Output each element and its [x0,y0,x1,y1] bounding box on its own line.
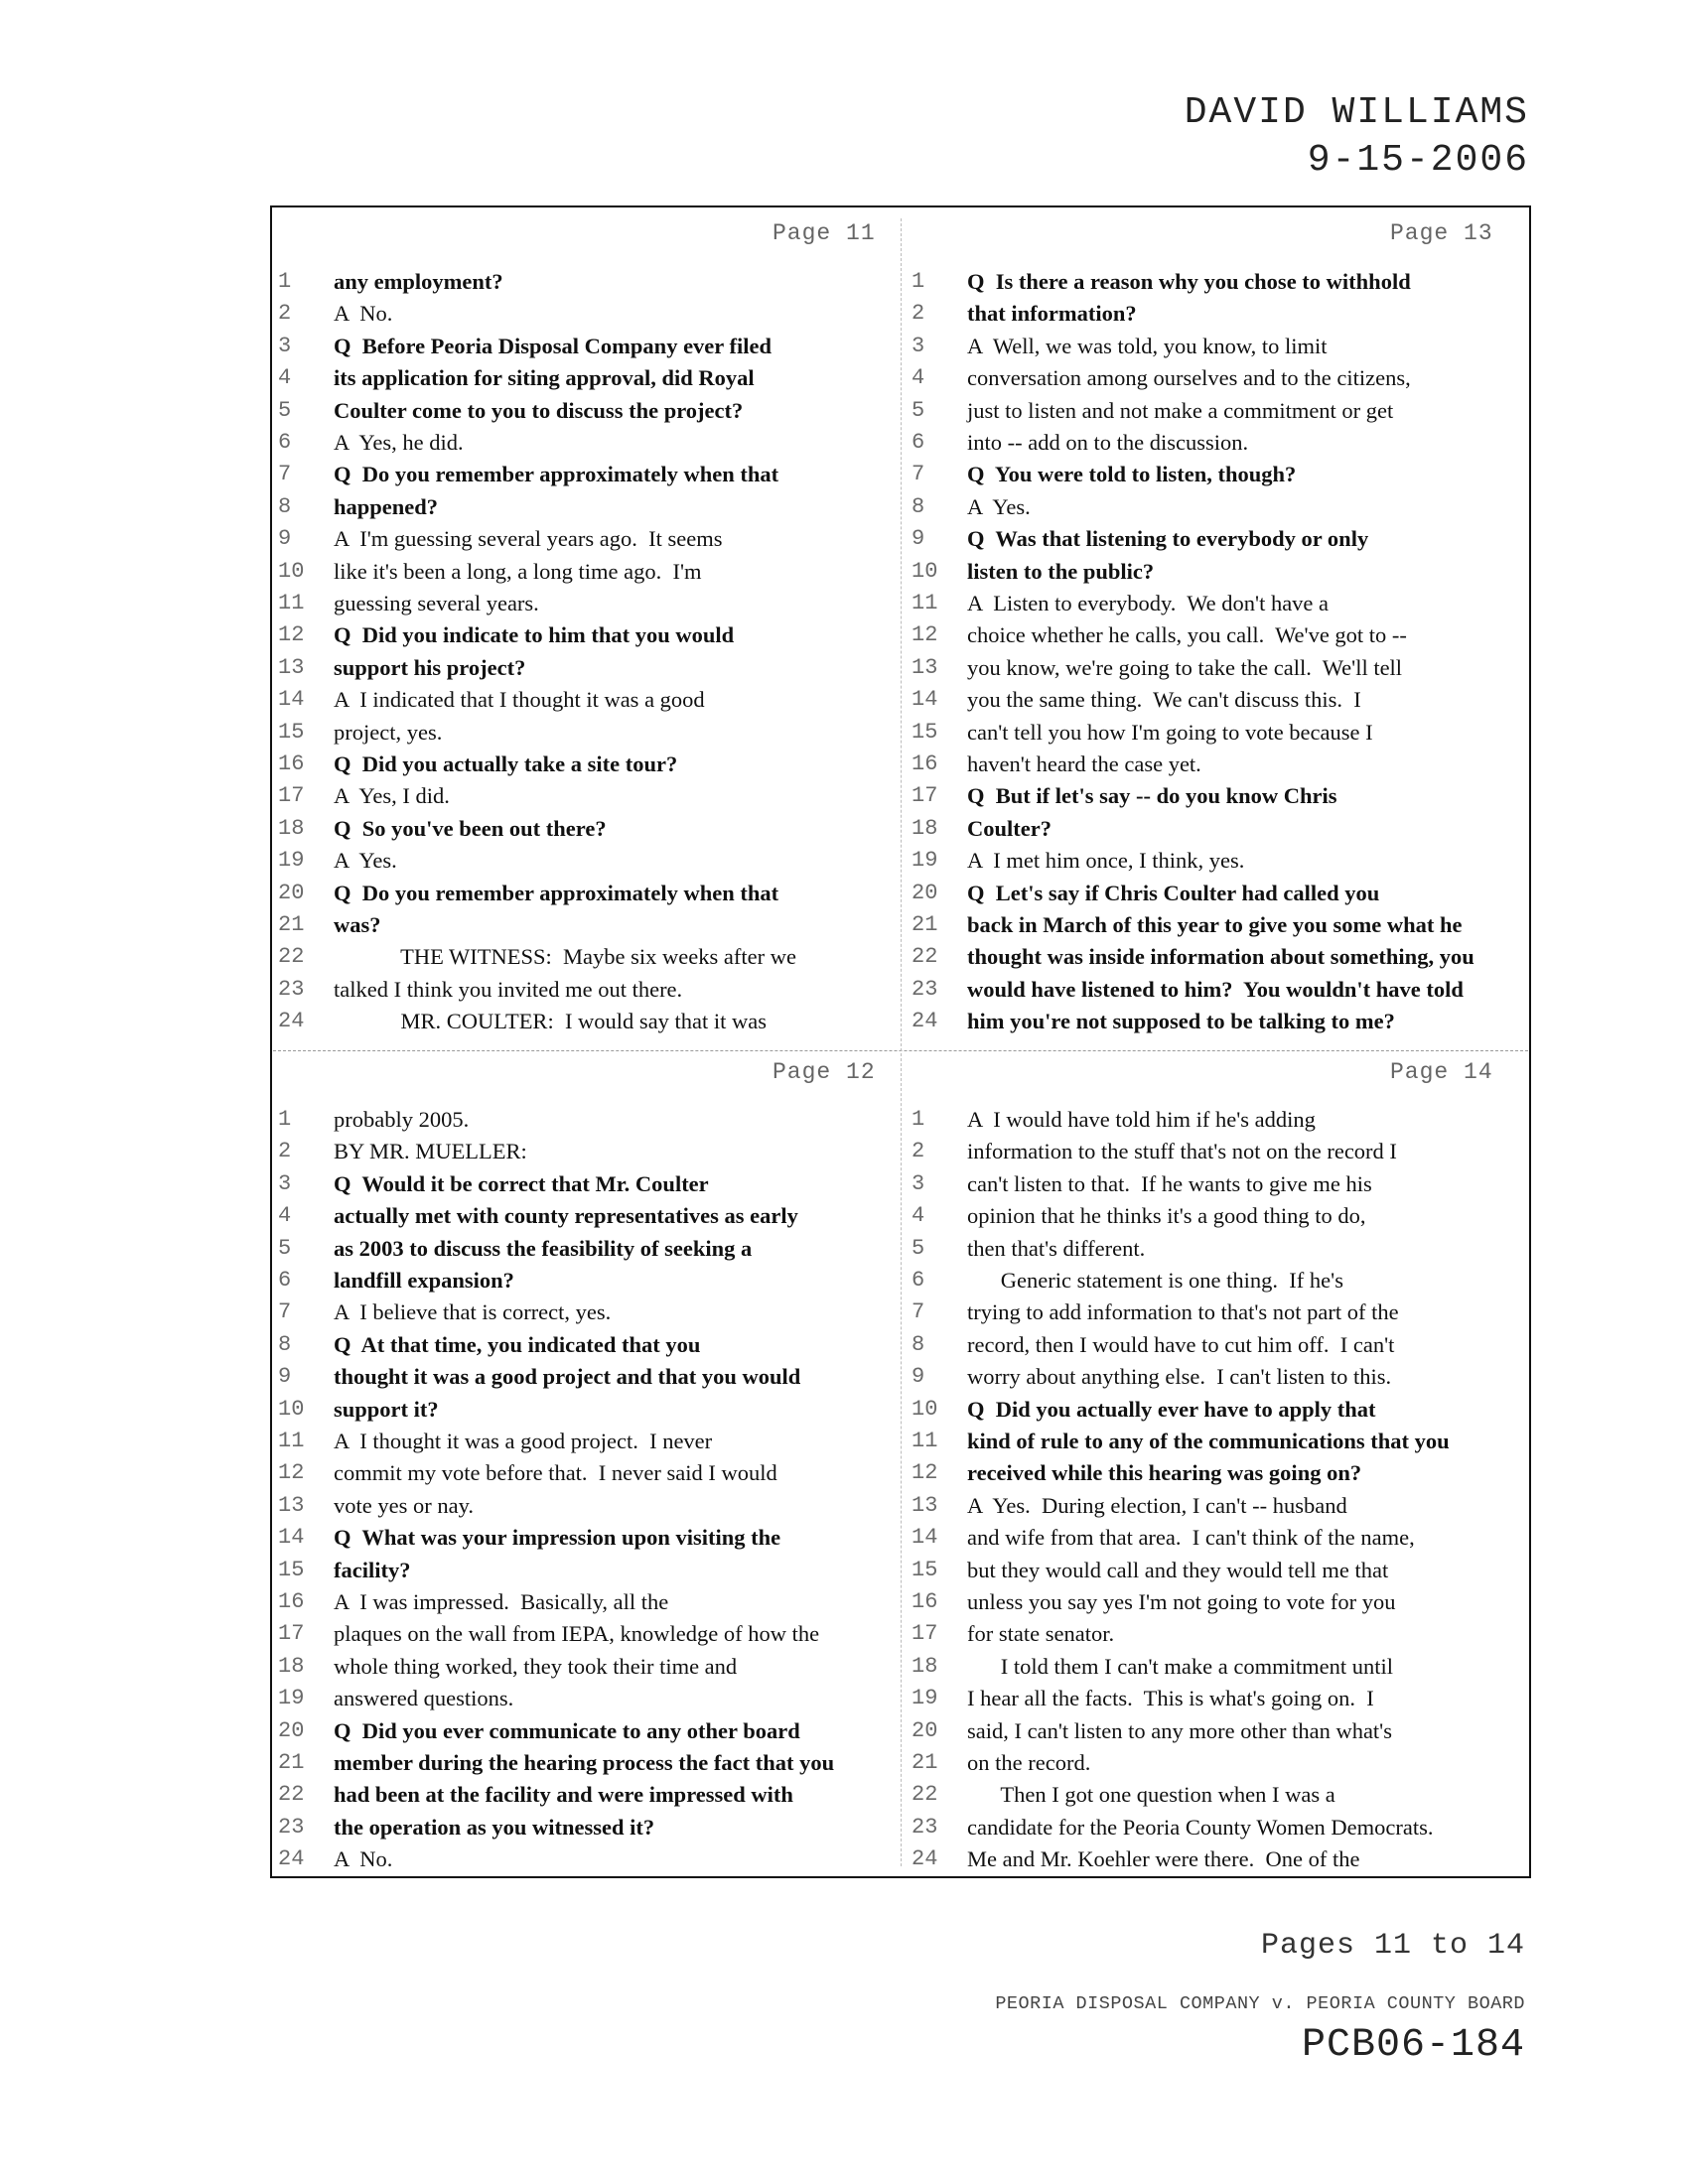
line-number: 13 [912,1492,938,1518]
line-text: would have listened to him? You wouldn't have told [967,976,1464,1002]
transcript-page-12 [278,1104,884,1878]
transcript-page-11 [278,266,884,1040]
page-title-11: Page 11 [772,220,876,246]
line-number: 11 [278,591,305,615]
line-number: 9 [278,1364,292,1390]
line-text: A Well, we was told, you know, to limit [967,333,1328,358]
line-number: 10 [278,1396,305,1422]
line-number: 23 [912,1814,938,1840]
line-text: trying to add information to that's not part of the [967,1299,1399,1325]
line-text: support it? [334,1396,439,1422]
line-number: 17 [278,1621,305,1647]
line-text: landfill expansion? [334,1268,514,1293]
line-number: 4 [278,1203,292,1229]
line-text: Q Was that listening to everybody or only [967,526,1369,552]
line-number: 23 [278,976,305,1002]
line-text: him you're not supposed to be talking to me? [967,1009,1395,1034]
line-text: A I believe that is correct, yes. [334,1299,612,1325]
line-text: Q Do you remember approximately when that [334,462,779,487]
line-number: 2 [278,301,292,327]
line-text: A Yes. During election, I can't -- husband [967,1492,1347,1518]
line-number: 5 [278,1235,292,1261]
line-number: 20 [912,880,938,905]
line-number: 1 [912,269,925,294]
line-number: 19 [912,1686,938,1711]
line-number: 9 [912,1364,925,1390]
line-number: 5 [912,397,925,423]
line-number: 15 [912,1557,938,1582]
line-number: 24 [912,1009,938,1034]
line-text: Q So you've been out there? [334,815,607,841]
line-text: I told them I can't make a commitment until [967,1653,1393,1679]
line-number: 18 [278,1653,305,1679]
line-text: its application for siting approval, did Royal [334,365,755,391]
line-text: but they would call and they would tell me that [967,1557,1389,1582]
line-number: 10 [912,558,938,584]
line-number: 8 [912,1331,925,1357]
line-number: 14 [278,1525,305,1551]
line-number: 17 [278,783,305,809]
line-text: support his project? [334,654,526,680]
line-number: 19 [912,848,938,874]
line-text: choice whether he calls, you call. We've got to -- [967,622,1407,648]
line-text: BY MR. MUELLER: [334,1139,527,1164]
line-text: as 2003 to discuss the feasibility of seeking a [334,1235,753,1261]
line-number: 17 [912,783,938,809]
deposition-date: 9-15-2006 [1307,139,1529,182]
line-number: 16 [912,1589,938,1614]
line-text: haven't heard the case yet. [967,751,1201,776]
line-number: 6 [278,430,292,455]
line-number: 18 [278,815,305,841]
line-number: 16 [278,751,305,776]
line-text: for state senator. [967,1621,1115,1647]
line-number: 24 [278,1009,305,1034]
line-number: 19 [278,848,305,874]
line-number: 16 [278,1589,305,1614]
line-text: said, I can't listen to any more other than what's [967,1717,1392,1743]
line-text: A Listen to everybody. We don't have a [967,591,1330,615]
line-number: 10 [278,558,305,584]
line-number: 7 [912,462,925,487]
line-number: 21 [278,912,305,937]
line-text: received while this hearing was going on? [967,1460,1362,1486]
line-text: information to the stuff that's not on the record I [967,1139,1397,1164]
line-number: 12 [912,1460,938,1486]
line-text: guessing several years. [334,591,539,615]
line-number: 12 [278,1460,305,1486]
line-number: 8 [278,493,292,519]
line-text: Q You were told to listen, though? [967,462,1297,487]
case-number: PCB06-184 [1301,2023,1525,2068]
line-number: 8 [278,1331,292,1357]
line-number: 23 [278,1814,305,1840]
line-text: thought it was a good project and that you would [334,1364,801,1390]
transcript-page-14 [912,1104,1522,1878]
line-text: any employment? [334,269,503,294]
line-text: opinion that he thinks it's a good thing to do, [967,1203,1366,1229]
line-text: Q Would it be correct that Mr. Coulter [334,1170,709,1196]
line-text: was? [334,912,381,937]
line-text: Generic statement is one thing. If he's [967,1268,1343,1293]
page-title-12: Page 12 [772,1059,876,1085]
line-number: 6 [912,430,925,455]
line-text: talked I think you invited me out there. [334,976,683,1002]
line-text: Coulter come to you to discuss the project? [334,397,744,423]
line-number: 4 [912,1203,925,1229]
line-number: 13 [278,1492,305,1518]
line-number: 22 [912,1782,938,1808]
line-number: 3 [278,333,292,358]
line-number: 1 [278,1107,292,1132]
line-number: 19 [278,1686,305,1711]
line-text: record, then I would have to cut him off. I can't [967,1331,1395,1357]
line-text: Q Do you remember approximately when that [334,880,779,905]
line-number: 11 [912,591,938,615]
line-text: Me and Mr. Koehler were there. One of the [967,1846,1360,1872]
line-number: 4 [278,365,292,391]
line-number: 3 [912,333,925,358]
line-number: 24 [278,1846,305,1872]
line-text: just to listen and not make a commitment or get [967,397,1394,423]
line-number: 21 [278,1750,305,1775]
line-text: Q Did you indicate to him that you would [334,622,735,648]
line-number: 16 [912,751,938,776]
line-text: and wife from that area. I can't think of the name, [967,1525,1415,1551]
line-number: 18 [912,1653,938,1679]
line-text: on the record. [967,1750,1091,1775]
line-text: whole thing worked, they took their time and [334,1653,738,1679]
line-text: then that's different. [967,1235,1146,1261]
line-text: can't tell you how I'm going to vote because I [967,719,1373,745]
line-text: commit my vote before that. I never said I would [334,1460,777,1486]
line-number: 7 [912,1299,925,1325]
line-text: A Yes, I did. [334,783,450,809]
line-number: 18 [912,815,938,841]
line-text: plaques on the wall from IEPA, knowledge of how the [334,1621,820,1647]
line-number: 3 [278,1170,292,1196]
line-text: Q Before Peoria Disposal Company ever filed [334,333,772,358]
line-text: Q Did you actually take a site tour? [334,751,678,776]
line-number: 9 [912,526,925,552]
deponent-name: DAVID WILLIAMS [1184,91,1529,134]
line-text: A I would have told him if he's adding [967,1107,1316,1132]
line-number: 14 [912,687,938,713]
line-number: 22 [912,944,938,970]
line-text: can't listen to that. If he wants to give me his [967,1170,1372,1196]
line-text: A I met him once, I think, yes. [967,848,1245,874]
line-number: 11 [912,1429,938,1453]
line-text: A Yes, he did. [334,430,464,455]
line-number: 2 [278,1139,292,1164]
line-text: A I thought it was a good project. I never [334,1429,713,1453]
line-text: A I was impressed. Basically, all the [334,1589,669,1614]
line-text: listen to the public? [967,558,1155,584]
line-number: 15 [912,719,938,745]
line-text: A I indicated that I thought it was a good [334,687,705,713]
line-number: 12 [278,622,305,648]
line-number: 13 [278,654,305,680]
line-text: Then I got one question when I was a [967,1782,1335,1808]
line-number: 15 [278,1557,305,1582]
line-text: A No. [334,301,393,327]
line-text: Q What was your impression upon visiting the [334,1525,781,1551]
line-text: conversation among ourselves and to the citizens, [967,365,1411,391]
line-number: 11 [278,1429,305,1453]
line-number: 14 [278,687,305,713]
line-number: 7 [278,1299,292,1325]
line-number: 1 [912,1107,925,1132]
line-number: 6 [912,1268,925,1293]
line-number: 21 [912,912,938,937]
line-text: back in March of this year to give you some what he [967,912,1463,937]
line-number: 8 [912,493,925,519]
line-text: that information? [967,301,1137,327]
line-text: Q Let's say if Chris Coulter had called you [967,880,1380,905]
line-text: happened? [334,493,439,519]
line-text: you the same thing. We can't discuss this. I [967,687,1361,713]
line-number: 24 [912,1846,938,1872]
transcript-page-13 [912,266,1522,1040]
line-number: 2 [912,301,925,327]
line-text: A Yes. [334,848,397,874]
line-number: 17 [912,1621,938,1647]
line-text: A Yes. [967,493,1031,519]
line-number: 20 [278,1717,305,1743]
line-text: Q Is there a reason why you chose to withhold [967,269,1411,294]
line-text: Q At that time, you indicated that you [334,1331,701,1357]
line-text: had been at the facility and were impressed with [334,1782,793,1808]
line-number: 4 [912,365,925,391]
line-number: 9 [278,526,292,552]
line-number: 14 [912,1525,938,1551]
line-number: 22 [278,1782,305,1808]
line-text: candidate for the Peoria County Women Democrats. [967,1814,1434,1840]
line-text: like it's been a long, a long time ago. I'm [334,558,702,584]
line-number: 6 [278,1268,292,1293]
line-text: actually met with county representatives as early [334,1203,798,1229]
line-number: 21 [912,1750,938,1775]
page-title-13: Page 13 [1390,220,1493,246]
vertical-divider [901,218,902,1866]
line-text: vote yes or nay. [334,1492,474,1518]
line-number: 5 [278,397,292,423]
line-text: A I'm guessing several years ago. It seems [334,526,723,552]
line-number: 10 [912,1396,938,1422]
line-text: MR. COULTER: I would say that it was [334,1009,768,1034]
line-text: I hear all the facts. This is what's going on. I [967,1686,1374,1711]
line-text: Q Did you actually ever have to apply that [967,1396,1376,1422]
line-text: facility? [334,1557,411,1582]
pages-range: Pages 11 to 14 [1260,1929,1525,1963]
line-text: Q Did you ever communicate to any other board [334,1717,800,1743]
line-text: worry about anything else. I can't listen to this. [967,1364,1392,1390]
page-title-14: Page 14 [1390,1059,1493,1085]
line-text: Coulter? [967,815,1052,841]
line-number: 12 [912,622,938,648]
case-title: PEORIA DISPOSAL COMPANY v. PEORIA COUNTY BOARD [995,1993,1525,2014]
line-number: 13 [912,654,938,680]
line-text: you know, we're going to take the call. We'll tell [967,654,1403,680]
line-number: 1 [278,269,292,294]
line-number: 2 [912,1139,925,1164]
line-number: 7 [278,462,292,487]
line-text: the operation as you witnessed it? [334,1814,655,1840]
line-number: 3 [912,1170,925,1196]
line-number: 22 [278,944,305,970]
line-text: probably 2005. [334,1107,470,1132]
line-text: A No. [334,1846,393,1872]
line-number: 20 [278,880,305,905]
line-text: project, yes. [334,719,443,745]
line-text: into -- add on to the discussion. [967,430,1249,455]
line-text: Q But if let's say -- do you know Chris [967,783,1337,809]
line-text: member during the hearing process the fact that you [334,1750,835,1775]
line-text: thought was inside information about something, you [967,944,1474,970]
line-text: answered questions. [334,1686,514,1711]
line-number: 23 [912,976,938,1002]
line-number: 15 [278,719,305,745]
line-text: kind of rule to any of the communications that you [967,1429,1450,1453]
line-text: unless you say yes I'm not going to vote for you [967,1589,1396,1614]
line-number: 20 [912,1717,938,1743]
line-text: THE WITNESS: Maybe six weeks after we [334,944,796,970]
line-number: 5 [912,1235,925,1261]
